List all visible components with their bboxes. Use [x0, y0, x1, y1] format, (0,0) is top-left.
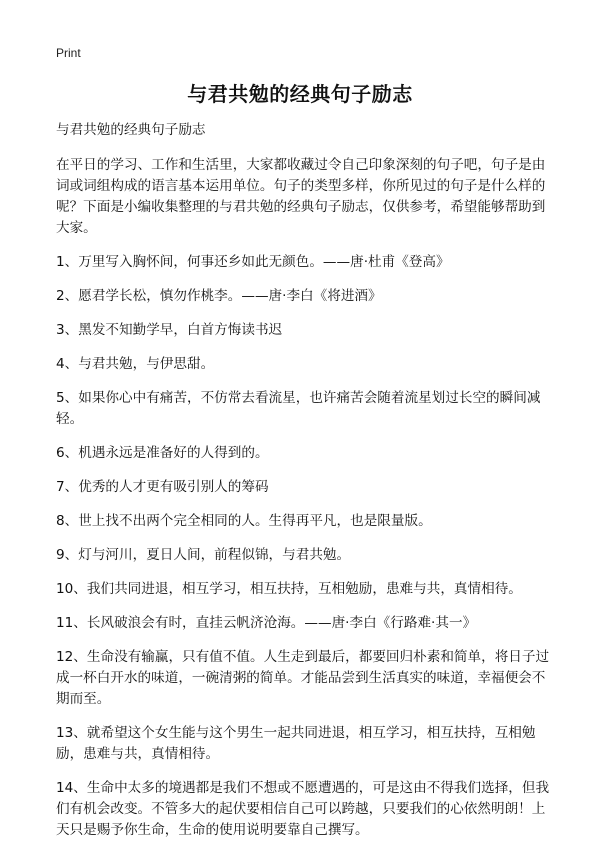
list-item: 2、愿君学长松，慎勿作桃李。——唐·李白《将进酒》 — [56, 288, 382, 304]
intro-paragraph: 在平日的学习、工作和生活里，大家都收藏过令自己印象深刻的句子吧，句子是由词或词组构成的语言基本运用单位。句子的类型多样，你所见过的句子是什么样的呢？下面是小编收集整理的与君共勉的经典句子励志，仅供参考，希望能够帮助到大家。 — [56, 157, 546, 236]
list-item: 12、生命没有输赢，只有值不值。人生走到最后，都要回归朴素和简单，将日子过成一杯白开水的味道，一碗清粥的简单。才能品尝到生活真实的味道，幸福便会不期而至。 — [56, 649, 550, 707]
list-item: 11、长风破浪会有时，直挂云帆济沧海。——唐·李白《行路难·其一》 — [56, 615, 477, 631]
subtitle: 与君共勉的经典句子励志 — [56, 122, 206, 138]
page-title: 与君共勉的经典句子励志 — [187, 82, 413, 106]
list-item: 14、生命中太多的境遇都是我们不想或不愿遭遇的，可是这由不得我们选择，但我们有机会改变。不管多大的起伏要相信自己可以跨越，只要我们的心依然明朗！上天只是赐予你生命，生命的使用说明要靠自己撰写。 — [56, 780, 550, 838]
list-item: 9、灯与河川，夏日人间，前程似锦，与君共勉。 — [56, 547, 351, 563]
list-item: 8、世上找不出两个完全相同的人。生得再平凡，也是限量版。 — [56, 513, 432, 529]
list-item: 10、我们共同进退，相互学习，相互扶持，互相勉励，患难与共，真情相待。 — [56, 581, 522, 597]
list-item: 1、万里写入胸怀间，何事还乡如此无颜色。——唐·杜甫《登高》 — [56, 254, 450, 270]
print-link[interactable]: Print — [56, 46, 81, 60]
list-item: 6、机遇永远是准备好的人得到的。 — [56, 445, 269, 461]
list-item: 3、黑发不知勤学早，白首方悔读书迟 — [56, 322, 283, 338]
list-item: 4、与君共勉，与伊思甜。 — [56, 356, 215, 372]
list-item: 5、如果你心中有痛苦，不仿常去看流星，也许痛苦会随着流星划过长空的瞬间减轻。 — [56, 390, 541, 427]
document-body — [56, 120, 552, 854]
list-item: 13、就希望这个女生能与这个男生一起共同进退，相互学习，相互扶持，互相勉励，患难与共，真情相待。 — [56, 725, 536, 762]
list-item: 7、优秀的人才更有吸引别人的筹码 — [56, 479, 269, 495]
